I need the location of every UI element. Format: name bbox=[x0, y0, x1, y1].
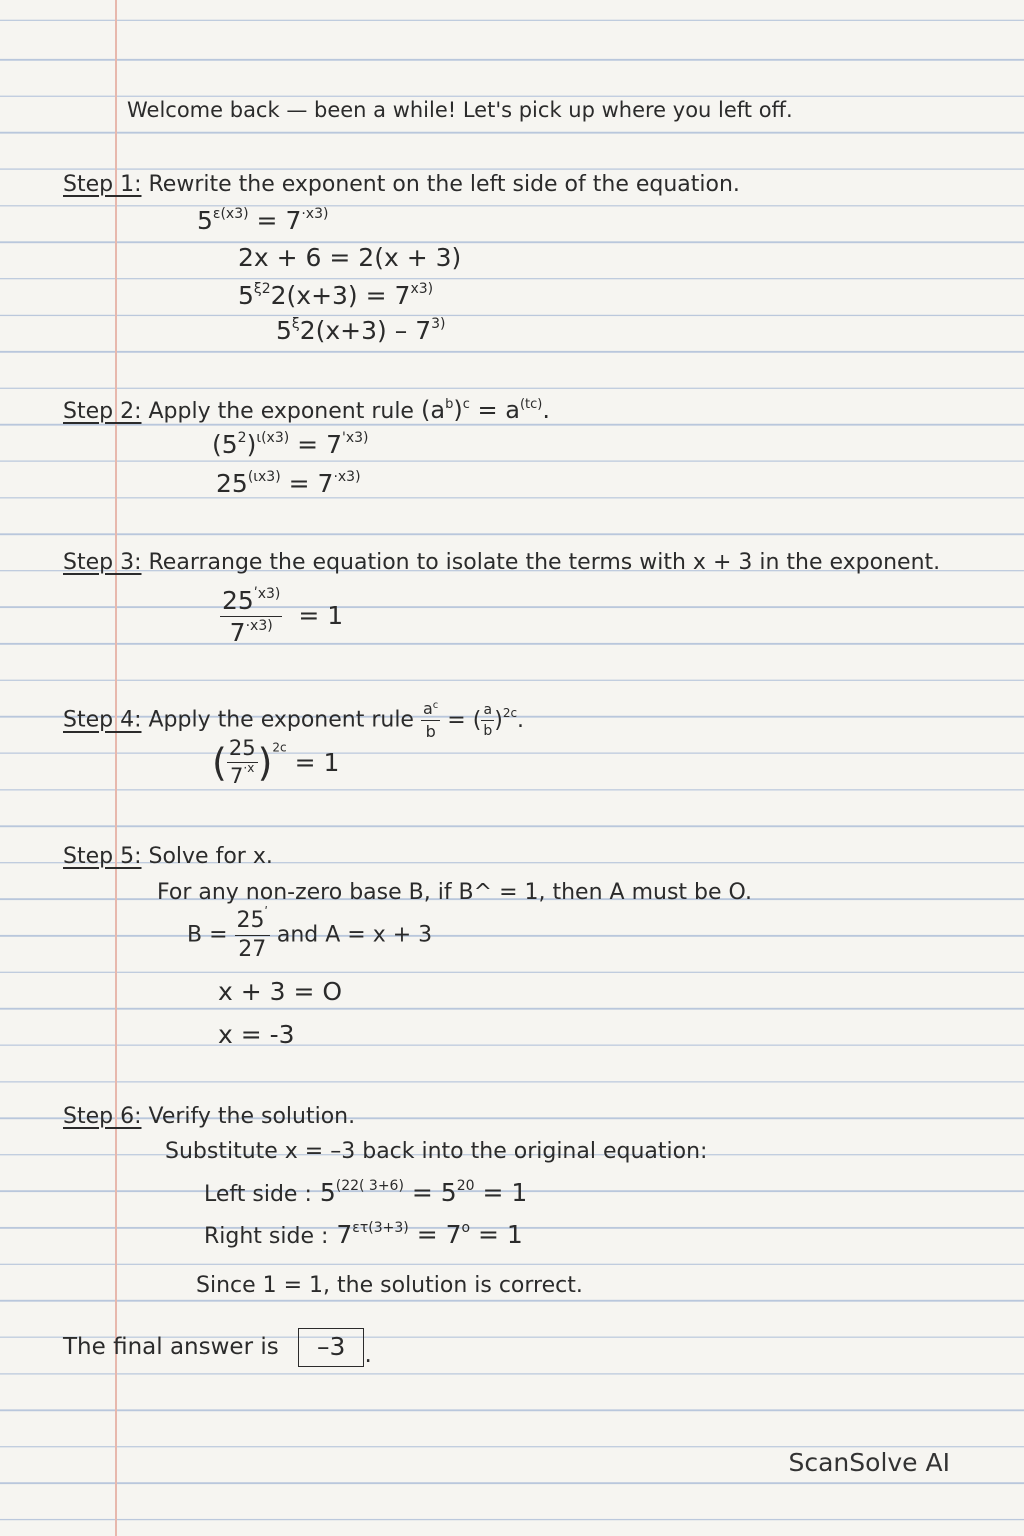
step-1-text: Rewrite the exponent on the left side of the equation. bbox=[148, 172, 740, 197]
step-6-text: Verify the solution. bbox=[148, 1104, 356, 1129]
step-1-label: Step 1: bbox=[63, 172, 142, 197]
step-2-text: Apply the exponent rule bbox=[148, 399, 414, 424]
step-1-heading bbox=[63, 174, 740, 196]
final-answer-text: The final answer is bbox=[63, 1334, 279, 1360]
step-5-label: Step 5: bbox=[63, 844, 142, 869]
step-6-right-side: Right side : $7^{\varepsilon\tau(3+3)} = 7^o = 1$ bbox=[204, 1220, 523, 1249]
step-2-rule: $(a^b)^c = a^{(tc)}$. bbox=[420, 396, 550, 424]
step-3-heading bbox=[63, 552, 940, 574]
step-4-rule: $\frac{a^c}{b}$ = ( $\frac{a}{b}$ )$^{2c}$. bbox=[422, 699, 525, 741]
step-3-label: Step 3: bbox=[63, 550, 142, 575]
greeting: Welcome back — been a while! Let's pick up where you left off. bbox=[127, 98, 793, 122]
step-1-line-3: $5^{\xi 2}2(x+3) = 7^{x3)}$ bbox=[238, 281, 434, 310]
step-2-line-1: $(5^2)^{\iota(x3)} = 7^{'x3)}$ bbox=[212, 430, 369, 459]
step-6-sub: Substitute x = –3 back into the original equation: bbox=[165, 1139, 708, 1164]
step-6-heading bbox=[63, 1106, 355, 1128]
step-1-line-4: $5^\xi 2(x+3) - 7^{3)}$ bbox=[276, 316, 446, 345]
brand-watermark: ScanSolve AI bbox=[788, 1448, 950, 1477]
step-3-text: Rearrange the equation to isolate the terms with x + 3 in the exponent. bbox=[148, 550, 941, 575]
final-answer: The final answer is –3 . bbox=[63, 1328, 372, 1367]
step-4-text: Apply the exponent rule bbox=[148, 707, 414, 733]
step-2-line-2: $25^{(\iota x3)} = 7^{\cdot x3)}$ bbox=[216, 469, 361, 498]
step-5-line-2: x = -3 bbox=[218, 1020, 295, 1049]
step-4-expression: ( $\frac{25}{7^{\cdot x}}$ )$^{2c}$ = 1 bbox=[212, 736, 340, 788]
step-5-heading bbox=[63, 846, 273, 868]
margin-line bbox=[115, 0, 117, 1536]
step-5-b-definition: B = $\frac{25^ʹ}{27}$ and A = x + 3 bbox=[187, 905, 433, 962]
step-4-heading bbox=[63, 701, 524, 740]
step-6-label: Step 6: bbox=[63, 1104, 142, 1129]
step-3-fraction: $\frac{25^{ʹx3)}}{7^{\cdot x3)}}$ = 1 bbox=[222, 586, 344, 647]
step-5-sub: For any non-zero base B, if B^ = 1, then A must be O. bbox=[157, 880, 752, 905]
step-4-label: Step 4: bbox=[63, 707, 142, 733]
step-1-line-2: 2x + 6 = 2(x + 3) bbox=[238, 243, 462, 272]
step-2-heading bbox=[63, 398, 550, 423]
step-6-left-side: Left side : $5^{(22( 3+6)} = 5^{20} = 1$ bbox=[204, 1178, 528, 1207]
answer-box: –3 bbox=[298, 1328, 364, 1367]
step-2-label: Step 2: bbox=[63, 399, 142, 424]
step-6-conclusion: Since 1 = 1, the solution is correct. bbox=[196, 1273, 583, 1298]
step-5-line-1: x + 3 = O bbox=[218, 977, 343, 1006]
step-5-text: Solve for x. bbox=[148, 844, 273, 869]
step-1-line-1: $5^{\varepsilon(x3)} = 7^{\cdot x3)}$ bbox=[197, 206, 329, 235]
